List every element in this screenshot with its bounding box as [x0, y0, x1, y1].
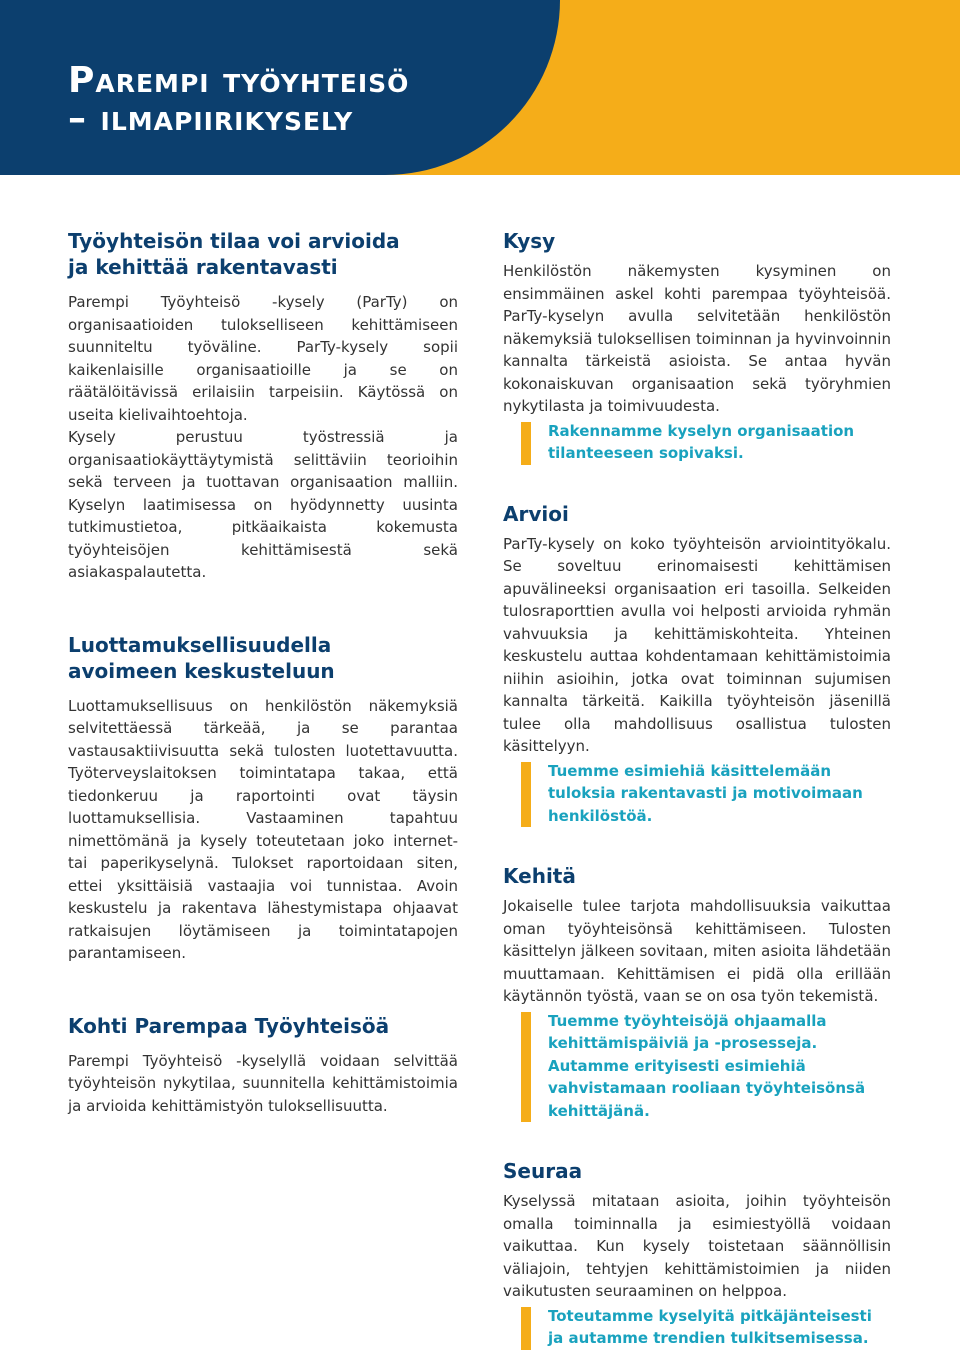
- callout-bar: [521, 422, 531, 465]
- section-heading: Kysy: [503, 229, 556, 253]
- paragraph: Luottamuksellisuus on henkilöstön näkemyksiä selvitettäessä tärkeää, ja se parantaa vastausaktiivisuutta sekä tulosten luotettavuutta. Työterveyslaitoksen toimintatapa takaa, että tiedonkeruu ja raportointi ovat täysin luottamuksellisia. Vastaaminen tapahtuu nimettömänä ja kysely toteutetaan joko internet- tai paperikyselynä. Tulokset raportoidaan siten, ettei yksittäisiä vastaajia voi tunnistaa. Avoin keskustelu ja rakentava lähestymistapa ohjaavat ratkaisujen löytämiseen ja toimintatapojen parantamiseen.: [68, 696, 458, 962]
- section-kysy: [503, 228, 891, 465]
- callout: [503, 760, 891, 828]
- section-assessment: [68, 228, 458, 584]
- callout-text: Tuemme työyhteisöjä ohjaamalla kehittämispäiviä ja -prosesseja. Autamme erityisesti esimiehiä vahvistamaan rooliaan työyhteisönsä kehittäjänä.: [548, 1011, 866, 1120]
- page-title: [68, 62, 409, 138]
- callout: [503, 1010, 891, 1123]
- right-column: [503, 228, 891, 1350]
- heading-line-1: Työyhteisön tilaa voi arvioida: [68, 229, 400, 253]
- section-confidentiality: [68, 632, 458, 965]
- heading-line-2: ja kehittää rakentavasti: [68, 255, 338, 279]
- section-arvioi: [503, 501, 891, 828]
- callout: [503, 420, 891, 465]
- section-heading: Seuraa: [503, 1159, 583, 1183]
- paragraph: Parempi Työyhteisö -kysely (ParTy) on organisaatioiden tulokselliseen kehittämiseen suunniteltu työväline. ParTy-kysely sopii kaikenlaisille organisaatioille ja se on räätälöitävissä erilaisiin tarpeisiin. Käytössä on useita kielivaihtoehtoja.: [68, 293, 458, 424]
- section-heading: Kohti Parempaa Työyhteisöä: [68, 1013, 390, 1038]
- paragraph: Henkilöstön näkemysten kysyminen on ensimmäinen askel kohti parempaa työyhteisöä. ParTy-kyselyn avulla selvitetään henkilöstön näkemyksiä tuloksellisen toiminnan ja hyvinvoinnin kannalta tärkeistä asioista. Se antaa hyvän kokonaiskuvan organisaation sekä työryhmien nykytilasta ja toimivuudesta.: [503, 262, 891, 415]
- title-line-1: Parempi työyhteisö: [68, 60, 410, 101]
- callout-bar: [521, 762, 531, 828]
- heading-line-2: avoimeen keskusteluun: [68, 658, 335, 683]
- callout-text: Toteutamme kyselyitä pitkäjänteisesti ja autamme trendien tulkitsemisessa.: [548, 1306, 872, 1347]
- section-heading: [68, 632, 458, 684]
- callout-bar: [521, 1307, 531, 1350]
- section-seuraa: [503, 1158, 891, 1350]
- paragraph: Parempi Työyhteisö -kyselyllä voidaan selvittää työyhteisön nykytilaa, suunnitella kehittämistoimia ja arvioida kehittämistyön tuloksellisuutta.: [68, 1051, 458, 1115]
- paragraph: Kyselyssä mitataan asioita, joihin työyhteisön omalla toiminnalla ja esimiestyöllä voidaan vaikuttaa. Kun kysely toistetaan säännöllisin väliajoin, tehtyjen kehittämistoimien ja niiden vaikutusten seuraaminen on helppoa.: [503, 1192, 891, 1300]
- left-column: [68, 228, 458, 1117]
- section-heading: [68, 228, 458, 280]
- heading-line-1: Luottamuksellisuudella: [68, 632, 332, 657]
- callout-text: Tuemme esimiehiä käsittelemään tuloksia rakentavasti ja motivoimaan henkilöstöä.: [548, 761, 863, 825]
- section-toward-better: [68, 1013, 458, 1118]
- callout-bar: [521, 1012, 531, 1123]
- paragraph: Jokaiselle tulee tarjota mahdollisuuksia vaikuttaa oman työyhteisönsä kehittämiseen. Tulosten käsittelyn jälkeen sovitaan, miten asioita lähdetään muuttamaan. Kehittämisen ei pidä olla erillään käytännön työstä, vaan se on osa työn tekemistä.: [503, 897, 891, 1005]
- callout-text: Rakennamme kyselyn organisaation tilanteeseen sopivaksi.: [548, 421, 855, 462]
- section-heading: Kehitä: [503, 864, 576, 888]
- callout: [503, 1305, 891, 1350]
- header-band: [0, 0, 960, 175]
- section-heading: Arvioi: [503, 501, 569, 526]
- paragraph: Kysely perustuu työstressiä ja organisaatiokäyttäytymistä selittäviin teorioihin sekä terveen ja tuottavan organisaation malliin. Kyselyn laatimisessa on hyödynnetty uusinta tutkimustietoa, pitkäaikaista kokemusta työyhteisöjen kehittämisestä sekä asiakaspalautetta.: [68, 428, 458, 581]
- section-kehita: [503, 863, 891, 1122]
- paragraph: ParTy-kysely on koko työyhteisön arviointityökalu. Se soveltuu erinomaisesti kehittämisen apuvälineeksi organisaation eri tasoilla. Selkeiden tulosraporttien avulla voi helposti arvioida ryhmän vahvuuksia ja kehittämiskohteita. Yhteinen keskustelu auttaa kohdentamaan kehittämistoimia niihin asioihin, jotka ovat toiminnan sujumisen kannalta tärkeitä. Kaikilla työyhteisön jäsenillä tulee olla mahdollisuus osallistua tulosten käsittelyyn.: [503, 534, 891, 755]
- title-line-2: – ilmapiirikysely: [68, 98, 354, 139]
